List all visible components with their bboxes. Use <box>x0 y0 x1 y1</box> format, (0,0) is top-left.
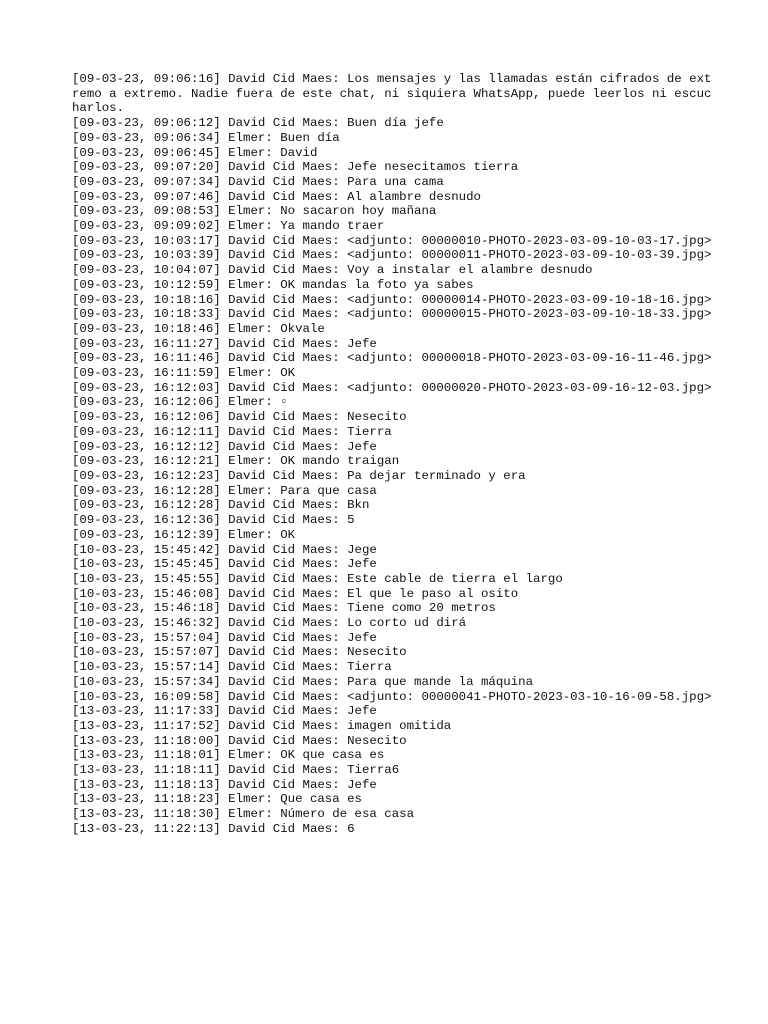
chat-message-line: [09-03-23, 10:18:46] Elmer: Okvale <box>72 321 325 336</box>
chat-message-line: [09-03-23, 09:09:02] Elmer: Ya mando traer <box>72 219 385 234</box>
chat-transcript <box>72 72 712 837</box>
chat-message-line: [10-03-23, 15:57:07] David Cid Maes: Nesecito <box>72 645 407 660</box>
chat-message-line: [09-03-23, 10:18:16] David Cid Maes: <adjunto: 00000014-PHOTO-2023-03-09-10-18-16.jpg> <box>72 292 712 307</box>
chat-message-line: [10-03-23, 15:46:32] David Cid Maes: Lo corto ud dirá <box>72 616 467 631</box>
chat-message-line: [09-03-23, 10:18:33] David Cid Maes: <adjunto: 00000015-PHOTO-2023-03-09-10-18-33.jpg> <box>72 307 712 322</box>
chat-message-line: [09-03-23, 09:07:46] David Cid Maes: Al alambre desnudo <box>72 189 481 204</box>
chat-message-line: [09-03-23, 16:12:28] David Cid Maes: Bkn <box>72 498 370 513</box>
chat-message-line: [09-03-23, 16:11:59] Elmer: OK <box>72 366 296 381</box>
chat-message-line: [10-03-23, 16:09:58] David Cid Maes: <adjunto: 00000041-PHOTO-2023-03-10-16-09-58.jpg> <box>72 689 712 704</box>
chat-message-line: [10-03-23, 15:45:42] David Cid Maes: Jege <box>72 542 377 557</box>
chat-message-line: [13-03-23, 11:18:01] Elmer: OK que casa es <box>72 748 385 763</box>
chat-message-line: [09-03-23, 09:06:45] Elmer: David <box>72 145 318 160</box>
chat-message-line: [09-03-23, 16:12:28] Elmer: Para que casa <box>72 483 377 498</box>
chat-message-line: [13-03-23, 11:18:00] David Cid Maes: Nesecito <box>72 733 407 748</box>
chat-message-line: [09-03-23, 10:03:39] David Cid Maes: <adjunto: 00000011-PHOTO-2023-03-09-10-03-39.jpg> <box>72 248 712 263</box>
chat-message-line: [13-03-23, 11:18:13] David Cid Maes: Jefe <box>72 777 377 792</box>
chat-message-line: [13-03-23, 11:18:11] David Cid Maes: Tierra6 <box>72 763 400 778</box>
chat-message-line: [09-03-23, 09:07:34] David Cid Maes: Para una cama <box>72 174 444 189</box>
chat-message-line: [13-03-23, 11:22:13] David Cid Maes: 6 <box>72 821 355 836</box>
chat-message-line: [09-03-23, 10:03:17] David Cid Maes: <adjunto: 00000010-PHOTO-2023-03-09-10-03-17.jpg> <box>72 233 712 248</box>
chat-message-line: [13-03-23, 11:17:33] David Cid Maes: Jefe <box>72 704 377 719</box>
chat-message-line: [10-03-23, 15:57:34] David Cid Maes: Para que mande la máquina <box>72 674 534 689</box>
chat-message-line: [09-03-23, 09:08:53] Elmer: No sacaron hoy mañana <box>72 204 437 219</box>
chat-message-line: [09-03-23, 16:12:06] Elmer: ▫ <box>72 395 288 410</box>
chat-message-line: [10-03-23, 15:46:08] David Cid Maes: El que le paso al osito <box>72 586 519 601</box>
chat-message-line: [10-03-23, 15:45:45] David Cid Maes: Jefe <box>72 557 377 572</box>
chat-message-line: [09-03-23, 16:12:23] David Cid Maes: Pa dejar terminado y era <box>72 468 526 483</box>
chat-message-line: [09-03-23, 16:12:11] David Cid Maes: Tierra <box>72 424 392 439</box>
chat-message-line: [09-03-23, 16:12:03] David Cid Maes: <adjunto: 00000020-PHOTO-2023-03-09-16-12-03.jpg> <box>72 380 712 395</box>
chat-message-line: [10-03-23, 15:57:14] David Cid Maes: Tierra <box>72 660 392 675</box>
chat-message-line: [09-03-23, 09:06:34] Elmer: Buen día <box>72 130 340 145</box>
chat-message-line: [09-03-23, 09:06:12] David Cid Maes: Buen día jefe <box>72 116 444 131</box>
chat-message-line: [10-03-23, 15:46:18] David Cid Maes: Tiene como 20 metros <box>72 601 496 616</box>
chat-message-line: [09-03-23, 10:04:07] David Cid Maes: Voy a instalar el alambre desnudo <box>72 263 593 278</box>
chat-message-line: [13-03-23, 11:17:52] David Cid Maes: imagen omitida <box>72 718 452 733</box>
chat-message-line: [09-03-23, 16:11:27] David Cid Maes: Jefe <box>72 336 377 351</box>
chat-message-line: [13-03-23, 11:18:23] Elmer: Que casa es <box>72 792 362 807</box>
chat-message-line: [10-03-23, 15:45:55] David Cid Maes: Este cable de tierra el largo <box>72 571 563 586</box>
chat-message-line: [09-03-23, 16:12:21] Elmer: OK mando traigan <box>72 454 400 469</box>
chat-message-line: [09-03-23, 10:12:59] Elmer: OK mandas la foto ya sabes <box>72 277 474 292</box>
chat-message-line: [09-03-23, 16:12:36] David Cid Maes: 5 <box>72 513 355 528</box>
chat-message-line: [09-03-23, 16:12:12] David Cid Maes: Jefe <box>72 439 377 454</box>
chat-message-line: [10-03-23, 15:57:04] David Cid Maes: Jefe <box>72 630 377 645</box>
chat-message-line: [09-03-23, 16:12:06] David Cid Maes: Nesecito <box>72 410 407 425</box>
chat-message-line: [09-03-23, 16:11:46] David Cid Maes: <adjunto: 00000018-PHOTO-2023-03-09-16-11-46.jpg> <box>72 351 712 366</box>
chat-message-line: [09-03-23, 16:12:39] Elmer: OK <box>72 527 296 542</box>
chat-message-line: [09-03-23, 09:07:20] David Cid Maes: Jefe nesecitamos tierra <box>72 160 519 175</box>
chat-message-line: [13-03-23, 11:18:30] Elmer: Número de esa casa <box>72 807 415 822</box>
chat-message-line: [09-03-23, 09:06:16] David Cid Maes: Los mensajes y las llamadas están cifrados de extremo a extremo. Nadie fuera de este chat, ni siquiera WhatsApp, puede leerlos ni escucharlos. <box>72 72 712 116</box>
